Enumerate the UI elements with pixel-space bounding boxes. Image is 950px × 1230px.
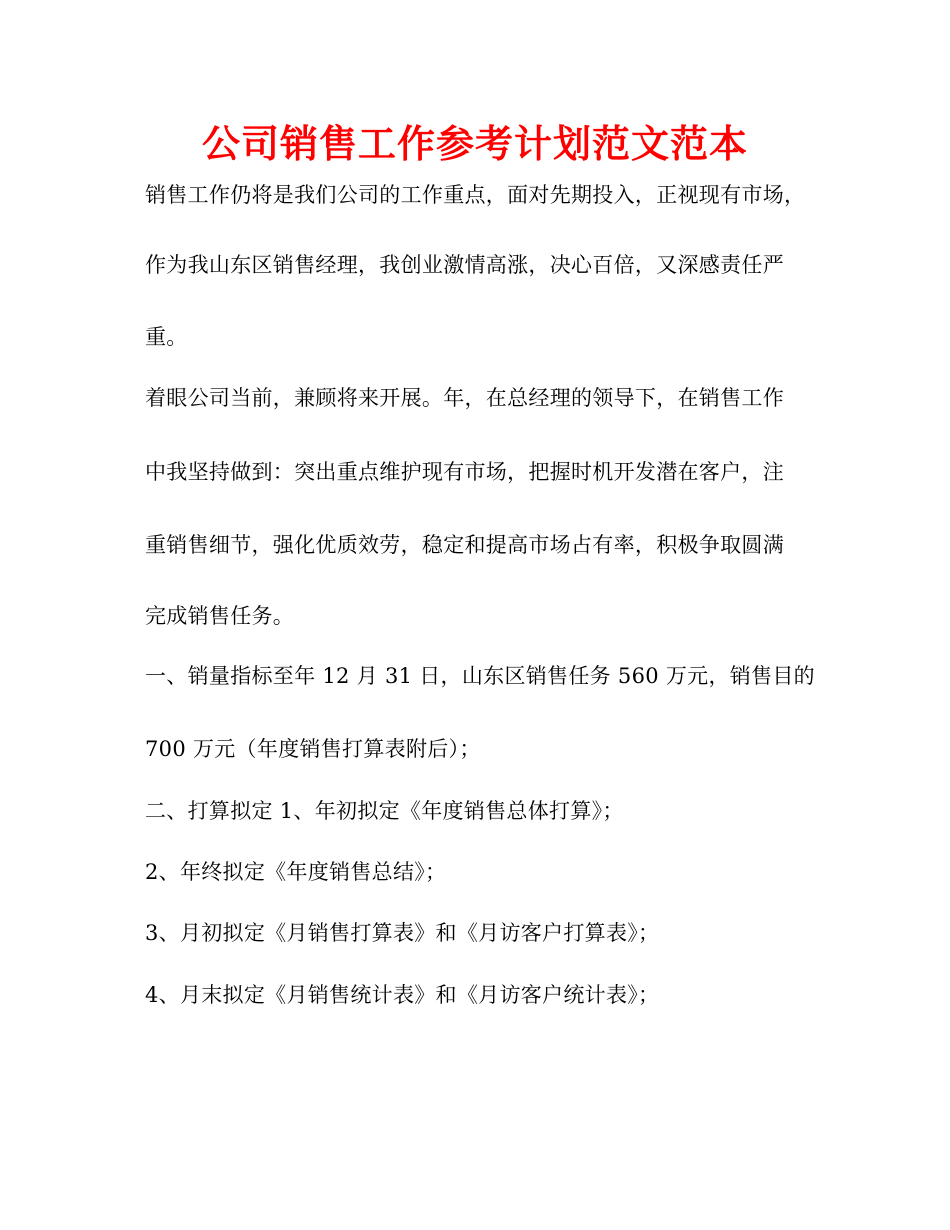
body-line-12: 3、月初拟定《月销售打算表》和《月访客户打算表》； (145, 921, 660, 945)
body-line-3: 重。 (145, 325, 188, 349)
body-line-2: 作为我山东区销售经理，我创业激情高涨，决心百倍，又深感责任严 (145, 253, 784, 277)
body-line-13: 4、月末拟定《月销售统计表》和《月访客户统计表》； (145, 983, 660, 1007)
body-line-5: 中我坚持做到：突出重点维护现有市场，把握时机开发潜在客户，注 (145, 460, 784, 484)
body-line-9: 700 万元（年度销售打算表附后）； (145, 737, 481, 761)
body-line-4: 着眼公司当前，兼顾将来开展。年，在总经理的领导下，在销售工作 (145, 386, 784, 410)
body-line-10: 二、打算拟定 1、年初拟定《年度销售总体打算》； (145, 799, 624, 823)
document-title: 公司销售工作参考计划范文范本 (201, 122, 748, 166)
body-line-1: 销售工作仍将是我们公司的工作重点，面对先期投入，正视现有市场， (145, 183, 806, 207)
body-line-7: 完成销售任务。 (145, 604, 295, 628)
body-line-8: 一、销量指标至年 12 月 31 日，山东区销售任务 560 万元，销售目的 (145, 664, 815, 688)
body-line-11: 2、年终拟定《年度销售总结》； (145, 860, 447, 884)
body-line-6: 重销售细节，强化优质效劳，稳定和提高市场占有率，积极争取圆满 (145, 533, 784, 557)
